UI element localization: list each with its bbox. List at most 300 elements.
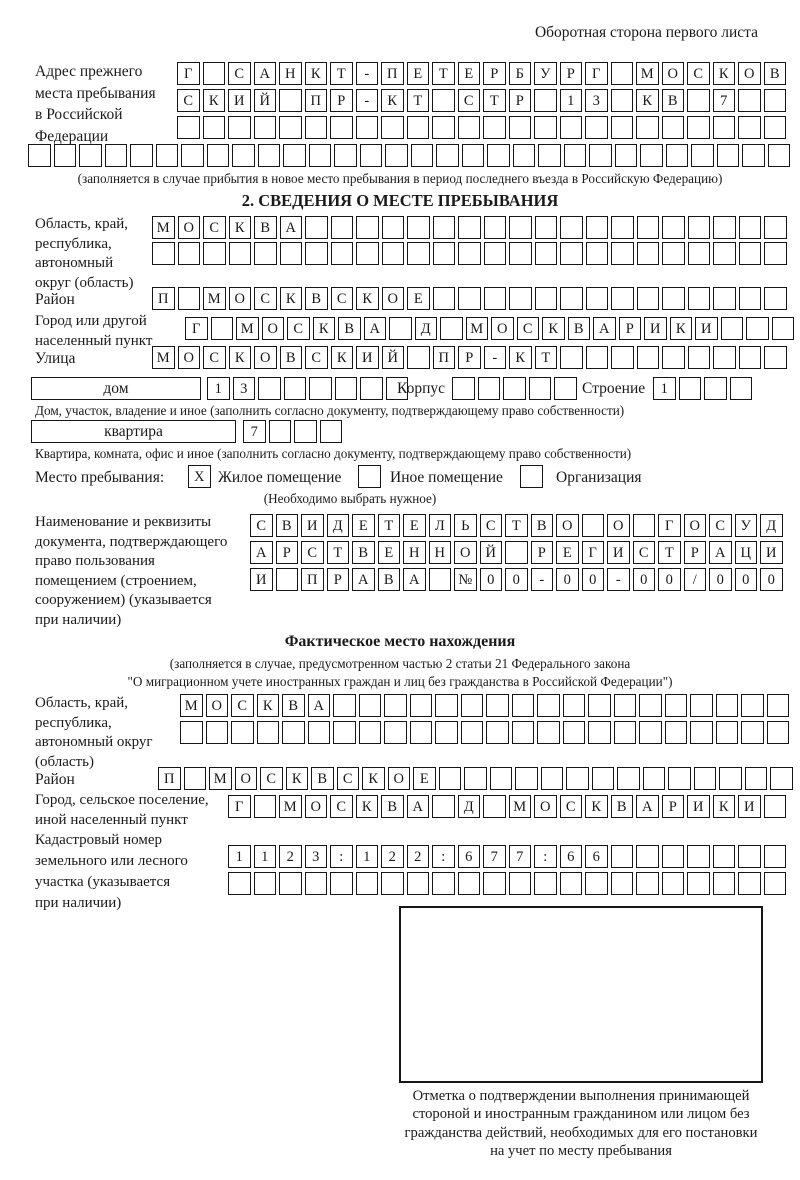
char-box[interactable]: С (331, 287, 354, 310)
char-box[interactable]: Е (403, 514, 426, 537)
char-box[interactable] (407, 216, 430, 239)
char-box[interactable] (334, 144, 357, 167)
char-box[interactable]: А (352, 568, 375, 591)
char-box[interactable]: 0 (633, 568, 656, 591)
char-box[interactable] (333, 721, 356, 744)
char-box[interactable]: О (178, 346, 201, 369)
char-box[interactable]: С (517, 317, 540, 340)
char-box[interactable] (486, 694, 509, 717)
char-box[interactable] (764, 845, 787, 868)
char-box[interactable] (385, 144, 408, 167)
char-box[interactable]: М (509, 795, 532, 818)
char-box[interactable] (308, 721, 331, 744)
korpus-row[interactable] (452, 377, 577, 400)
char-box[interactable] (611, 287, 634, 310)
char-box[interactable]: К (229, 216, 252, 239)
char-box[interactable] (636, 116, 659, 139)
char-box[interactable]: Р (560, 62, 583, 85)
char-box[interactable]: / (684, 568, 707, 591)
char-box[interactable]: Н (279, 62, 302, 85)
char-box[interactable]: Г (228, 795, 251, 818)
char-box[interactable] (512, 721, 535, 744)
char-box[interactable] (513, 144, 536, 167)
char-box[interactable] (679, 377, 702, 400)
char-box[interactable] (637, 216, 660, 239)
char-box[interactable]: И (228, 89, 251, 112)
char-box[interactable] (764, 89, 787, 112)
char-box[interactable]: К (286, 767, 309, 790)
char-box[interactable]: А (280, 216, 303, 239)
char-box[interactable] (767, 694, 790, 717)
char-box[interactable]: В (338, 317, 361, 340)
char-box[interactable] (207, 144, 230, 167)
char-box[interactable]: - (607, 568, 630, 591)
char-box[interactable]: Й (382, 346, 405, 369)
char-box[interactable] (410, 721, 433, 744)
char-box[interactable] (636, 872, 659, 895)
char-box[interactable]: К (381, 89, 404, 112)
char-box[interactable]: Г (177, 62, 200, 85)
char-box[interactable]: 6 (458, 845, 481, 868)
char-box[interactable] (690, 694, 713, 717)
char-box[interactable]: К (203, 89, 226, 112)
char-box[interactable] (764, 216, 787, 239)
char-box[interactable] (586, 216, 609, 239)
char-box[interactable] (280, 242, 303, 265)
char-box[interactable] (440, 317, 463, 340)
char-box[interactable]: М (203, 287, 226, 310)
char-box[interactable] (284, 377, 307, 400)
char-box[interactable]: С (250, 514, 273, 537)
char-box[interactable] (688, 242, 711, 265)
stroenie-row[interactable] (653, 377, 752, 400)
char-box[interactable]: Е (378, 541, 401, 564)
char-box[interactable] (738, 872, 761, 895)
char-box[interactable] (713, 116, 736, 139)
char-box[interactable] (360, 144, 383, 167)
char-box[interactable] (435, 721, 458, 744)
char-box[interactable]: С (228, 62, 251, 85)
char-box[interactable]: Т (330, 62, 353, 85)
char-box[interactable]: : (534, 845, 557, 868)
char-box[interactable] (130, 144, 153, 167)
char-box[interactable] (429, 568, 452, 591)
char-box[interactable] (564, 144, 587, 167)
char-box[interactable]: 7 (243, 420, 266, 443)
char-box[interactable]: В (378, 568, 401, 591)
district-row[interactable] (152, 287, 787, 310)
char-box[interactable] (739, 216, 762, 239)
char-box[interactable]: - (531, 568, 554, 591)
char-box[interactable]: А (250, 541, 273, 564)
char-box[interactable]: Н (429, 541, 452, 564)
char-box[interactable]: П (158, 767, 181, 790)
prev-address-row-4[interactable] (28, 144, 790, 167)
char-box[interactable] (254, 242, 277, 265)
prev-address-row-3[interactable] (177, 116, 786, 139)
char-box[interactable] (745, 767, 768, 790)
char-box[interactable] (582, 514, 605, 537)
char-box[interactable] (716, 694, 739, 717)
char-box[interactable] (637, 346, 660, 369)
char-box[interactable] (537, 694, 560, 717)
char-box[interactable] (331, 216, 354, 239)
char-box[interactable]: Г (582, 541, 605, 564)
char-box[interactable]: В (280, 346, 303, 369)
char-box[interactable] (360, 377, 383, 400)
char-box[interactable]: В (352, 541, 375, 564)
region-row-2[interactable] (152, 242, 787, 265)
char-box[interactable] (330, 116, 353, 139)
char-box[interactable]: И (607, 541, 630, 564)
char-box[interactable]: В (611, 795, 634, 818)
char-box[interactable]: 3 (233, 377, 256, 400)
char-box[interactable]: 6 (585, 845, 608, 868)
char-box[interactable]: 0 (760, 568, 783, 591)
char-box[interactable] (668, 767, 691, 790)
char-box[interactable] (180, 721, 203, 744)
char-box[interactable]: Т (327, 541, 350, 564)
char-box[interactable] (458, 287, 481, 310)
char-box[interactable]: М (236, 317, 259, 340)
char-box[interactable]: О (262, 317, 285, 340)
char-box[interactable] (356, 242, 379, 265)
char-box[interactable]: К (305, 62, 328, 85)
char-box[interactable] (566, 767, 589, 790)
char-box[interactable]: А (636, 795, 659, 818)
apartment-type-box[interactable]: квартира (31, 420, 236, 443)
char-box[interactable]: М (152, 216, 175, 239)
char-box[interactable] (529, 377, 552, 400)
char-box[interactable] (411, 144, 434, 167)
char-box[interactable] (232, 144, 255, 167)
char-box[interactable] (585, 116, 608, 139)
char-box[interactable] (269, 420, 292, 443)
char-box[interactable]: С (203, 216, 226, 239)
char-box[interactable] (716, 721, 739, 744)
char-box[interactable]: И (760, 541, 783, 564)
char-box[interactable] (512, 694, 535, 717)
char-box[interactable] (611, 872, 634, 895)
char-box[interactable]: Д (327, 514, 350, 537)
char-box[interactable]: С (458, 89, 481, 112)
char-box[interactable]: А (308, 694, 331, 717)
char-box[interactable]: К (280, 287, 303, 310)
char-box[interactable]: Г (658, 514, 681, 537)
char-box[interactable]: 7 (509, 845, 532, 868)
char-box[interactable] (432, 872, 455, 895)
apartment-number-row[interactable] (243, 420, 342, 443)
char-box[interactable] (770, 767, 793, 790)
char-box[interactable]: 1 (228, 845, 251, 868)
char-box[interactable] (688, 287, 711, 310)
char-box[interactable] (730, 377, 753, 400)
char-box[interactable]: 1 (356, 845, 379, 868)
char-box[interactable]: Р (458, 346, 481, 369)
char-box[interactable] (203, 116, 226, 139)
char-box[interactable] (742, 144, 765, 167)
char-box[interactable]: П (305, 89, 328, 112)
char-box[interactable]: О (556, 514, 579, 537)
char-box[interactable]: Е (407, 287, 430, 310)
char-box[interactable] (534, 872, 557, 895)
char-box[interactable]: Р (619, 317, 642, 340)
char-box[interactable]: 0 (735, 568, 758, 591)
char-box[interactable] (662, 242, 685, 265)
char-box[interactable] (589, 144, 612, 167)
char-box[interactable] (359, 694, 382, 717)
char-box[interactable]: Т (535, 346, 558, 369)
char-box[interactable]: Р (330, 89, 353, 112)
char-box[interactable]: О (382, 287, 405, 310)
char-box[interactable] (738, 89, 761, 112)
char-box[interactable] (611, 242, 634, 265)
char-box[interactable] (611, 346, 634, 369)
char-box[interactable]: Д (760, 514, 783, 537)
char-box[interactable]: 1 (254, 845, 277, 868)
char-box[interactable]: В (531, 514, 554, 537)
char-box[interactable] (662, 872, 685, 895)
char-box[interactable] (662, 216, 685, 239)
char-box[interactable]: О (229, 287, 252, 310)
char-box[interactable] (178, 242, 201, 265)
char-box[interactable] (439, 767, 462, 790)
char-box[interactable]: В (381, 795, 404, 818)
char-box[interactable] (694, 767, 717, 790)
char-box[interactable] (534, 89, 557, 112)
char-box[interactable] (254, 795, 277, 818)
char-box[interactable] (407, 116, 430, 139)
char-box[interactable]: У (534, 62, 557, 85)
char-box[interactable] (276, 568, 299, 591)
char-box[interactable] (282, 721, 305, 744)
char-box[interactable] (537, 721, 560, 744)
char-box[interactable]: 0 (582, 568, 605, 591)
char-box[interactable]: 7 (483, 845, 506, 868)
char-box[interactable] (490, 767, 513, 790)
char-box[interactable] (719, 767, 742, 790)
char-box[interactable]: О (738, 62, 761, 85)
char-box[interactable] (410, 694, 433, 717)
char-box[interactable]: Р (684, 541, 707, 564)
char-box[interactable] (181, 144, 204, 167)
char-box[interactable] (717, 144, 740, 167)
char-box[interactable] (713, 346, 736, 369)
char-box[interactable] (483, 795, 506, 818)
char-box[interactable] (662, 346, 685, 369)
char-box[interactable]: С (633, 541, 656, 564)
cadastral-row-2[interactable] (228, 872, 786, 895)
char-box[interactable]: К (229, 346, 252, 369)
char-box[interactable] (617, 767, 640, 790)
char-box[interactable]: В (276, 514, 299, 537)
char-box[interactable]: Л (429, 514, 452, 537)
char-box[interactable] (665, 694, 688, 717)
char-box[interactable] (464, 767, 487, 790)
char-box[interactable]: И (301, 514, 324, 537)
char-box[interactable] (505, 541, 528, 564)
char-box[interactable] (586, 287, 609, 310)
char-box[interactable] (688, 346, 711, 369)
char-box[interactable] (432, 89, 455, 112)
char-box[interactable]: Р (483, 62, 506, 85)
char-box[interactable]: В (305, 287, 328, 310)
char-box[interactable] (452, 377, 475, 400)
char-box[interactable] (764, 242, 787, 265)
cadastral-row-1[interactable] (228, 845, 786, 868)
char-box[interactable] (305, 242, 328, 265)
char-box[interactable] (643, 767, 666, 790)
char-box[interactable]: О (607, 514, 630, 537)
char-box[interactable]: М (152, 346, 175, 369)
document-row-3[interactable] (250, 568, 783, 591)
char-box[interactable]: 2 (407, 845, 430, 868)
char-box[interactable] (356, 116, 379, 139)
char-box[interactable]: О (662, 62, 685, 85)
char-box[interactable]: К (356, 287, 379, 310)
char-box[interactable] (768, 144, 791, 167)
char-box[interactable] (309, 377, 332, 400)
char-box[interactable] (560, 116, 583, 139)
char-box[interactable]: И (738, 795, 761, 818)
char-box[interactable]: С (231, 694, 254, 717)
char-box[interactable] (407, 872, 430, 895)
char-box[interactable]: С (203, 346, 226, 369)
char-box[interactable]: Е (413, 767, 436, 790)
char-box[interactable] (28, 144, 51, 167)
char-box[interactable] (279, 89, 302, 112)
char-box[interactable] (483, 872, 506, 895)
char-box[interactable] (515, 767, 538, 790)
document-row-2[interactable] (250, 541, 783, 564)
char-box[interactable]: К (542, 317, 565, 340)
char-box[interactable] (54, 144, 77, 167)
char-box[interactable] (382, 242, 405, 265)
char-box[interactable]: А (407, 795, 430, 818)
char-box[interactable]: К (313, 317, 336, 340)
char-box[interactable]: Н (403, 541, 426, 564)
char-box[interactable]: В (662, 89, 685, 112)
char-box[interactable]: 6 (560, 845, 583, 868)
char-box[interactable] (254, 872, 277, 895)
char-box[interactable] (509, 287, 532, 310)
char-box[interactable] (739, 287, 762, 310)
char-box[interactable]: О (235, 767, 258, 790)
char-box[interactable] (662, 287, 685, 310)
char-box[interactable]: Й (254, 89, 277, 112)
char-box[interactable] (381, 872, 404, 895)
char-box[interactable] (687, 89, 710, 112)
char-box[interactable]: О (254, 346, 277, 369)
char-box[interactable]: О (534, 795, 557, 818)
char-box[interactable] (639, 694, 662, 717)
char-box[interactable] (320, 420, 343, 443)
char-box[interactable]: 0 (658, 568, 681, 591)
char-box[interactable] (203, 242, 226, 265)
char-box[interactable] (688, 216, 711, 239)
char-box[interactable]: 0 (709, 568, 732, 591)
char-box[interactable]: С (687, 62, 710, 85)
char-box[interactable] (484, 216, 507, 239)
city-row[interactable] (185, 317, 794, 340)
char-box[interactable]: А (709, 541, 732, 564)
char-box[interactable]: П (301, 568, 324, 591)
char-box[interactable] (257, 721, 280, 744)
char-box[interactable] (432, 795, 455, 818)
char-box[interactable] (458, 872, 481, 895)
char-box[interactable] (592, 767, 615, 790)
char-box[interactable] (615, 144, 638, 167)
char-box[interactable]: К (331, 346, 354, 369)
street-row[interactable] (152, 346, 787, 369)
char-box[interactable] (560, 872, 583, 895)
char-box[interactable]: С (709, 514, 732, 537)
char-box[interactable] (333, 694, 356, 717)
char-box[interactable]: Т (378, 514, 401, 537)
char-box[interactable] (586, 242, 609, 265)
char-box[interactable]: А (403, 568, 426, 591)
char-box[interactable] (739, 346, 762, 369)
char-box[interactable] (746, 317, 769, 340)
prev-address-row-2[interactable] (177, 89, 786, 112)
char-box[interactable]: К (585, 795, 608, 818)
char-box[interactable] (356, 216, 379, 239)
char-box[interactable] (560, 346, 583, 369)
char-box[interactable] (535, 242, 558, 265)
char-box[interactable] (611, 845, 634, 868)
char-box[interactable] (254, 116, 277, 139)
char-box[interactable] (611, 116, 634, 139)
char-box[interactable] (483, 116, 506, 139)
char-box[interactable] (687, 845, 710, 868)
char-box[interactable] (611, 89, 634, 112)
char-box[interactable]: С (287, 317, 310, 340)
char-box[interactable] (258, 377, 281, 400)
char-box[interactable]: Р (276, 541, 299, 564)
char-box[interactable]: В (254, 216, 277, 239)
stay-type-checkbox-organization[interactable] (520, 465, 543, 488)
char-box[interactable] (294, 420, 317, 443)
char-box[interactable] (436, 144, 459, 167)
char-box[interactable]: И (695, 317, 718, 340)
char-box[interactable] (560, 242, 583, 265)
char-box[interactable] (764, 872, 787, 895)
char-box[interactable]: 3 (305, 845, 328, 868)
char-box[interactable]: К (356, 795, 379, 818)
char-box[interactable]: М (466, 317, 489, 340)
char-box[interactable]: 2 (279, 845, 302, 868)
char-box[interactable]: О (454, 541, 477, 564)
stay-type-checkbox-other[interactable] (358, 465, 381, 488)
char-box[interactable] (541, 767, 564, 790)
char-box[interactable] (228, 116, 251, 139)
char-box[interactable] (487, 144, 510, 167)
char-box[interactable]: 0 (480, 568, 503, 591)
char-box[interactable] (586, 346, 609, 369)
char-box[interactable] (231, 721, 254, 744)
char-box[interactable] (206, 721, 229, 744)
char-box[interactable]: : (330, 845, 353, 868)
char-box[interactable]: О (206, 694, 229, 717)
char-box[interactable]: К (713, 62, 736, 85)
char-box[interactable] (305, 216, 328, 239)
char-box[interactable]: С (254, 287, 277, 310)
char-box[interactable] (666, 144, 689, 167)
char-box[interactable] (458, 242, 481, 265)
char-box[interactable] (713, 287, 736, 310)
char-box[interactable]: М (279, 795, 302, 818)
char-box[interactable] (662, 845, 685, 868)
